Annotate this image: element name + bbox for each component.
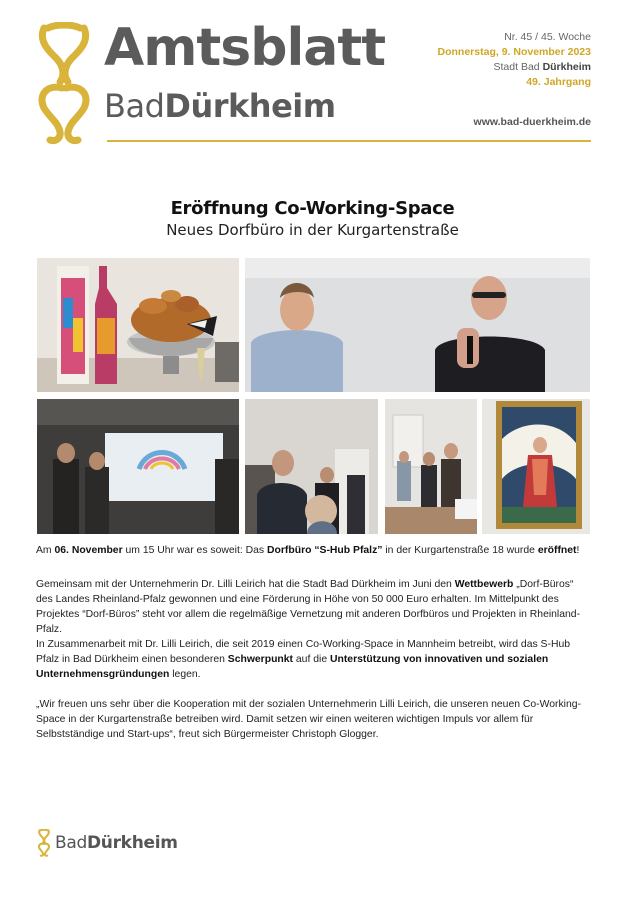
photo-speakers — [245, 258, 590, 392]
masthead-city-light: Bad — [104, 87, 165, 125]
p3-text-e: legen. — [169, 669, 201, 680]
p2-text-c: „Dorf-Büros“ des Landes Rheinland-Pfalz gewonnen und eine Förderung in Höhe von 50 000 Euro erhalten. Im Mittelpunkt des Projektes “Dorf-Büros” steht vor allem die regelmäßige Vernetzung mit anderen Dorfbüros und Projekten in Rheinland-Pfalz. — [36, 579, 581, 635]
paragraph-competition — [36, 577, 592, 637]
article-subheadline: Neues Dorfbüro in der Kurgartenstraße — [166, 221, 459, 239]
p2-text-a: Gemeinsam mit der Unternehmerin Dr. Lilli Leirich hat die Stadt Bad Dürkheim im Juni den — [36, 579, 455, 590]
paragraph-collaboration — [36, 637, 592, 682]
city-logo-icon — [36, 22, 92, 146]
p1-text-e: in der Kurgartenstraße 18 wurde — [382, 545, 538, 556]
p3-text-a: In Zusammenarbeit mit Dr. Lilli Leirich, die seit 2019 einen Co-Working-Space in Mannheim betreibt, wird das S-Hub Pfalz in Bad Dürkheim einen besonderen — [36, 639, 571, 665]
footer-city-name — [55, 833, 178, 853]
photo-painting — [482, 399, 590, 534]
paragraph-quote: „Wir freuen uns sehr über die Kooperation mit der sozialen Unternehmerin Lilli Leirich, die unseren neuen Co-Working-Space in der Kurgartenstraße betreiben wird. Damit setzen wir einen weiteren wichtigen Impuls vor allem für Selbstständige und Start-ups“, freut sich Bürgermeister Christoph Glogger. — [36, 699, 582, 740]
p3-focus: Schwerpunkt — [227, 654, 294, 665]
p1-opened: eröffnet — [537, 545, 577, 556]
photo-crowd-hallway — [245, 399, 378, 534]
p2-competition: Wettbewerb — [454, 579, 514, 590]
article-headline: Eröffnung Co-Working-Space — [170, 198, 455, 219]
p1-date: 06. November — [54, 545, 123, 556]
issue-date: Donnerstag, 9. November 2023 — [437, 46, 591, 58]
p1-text-a: Am — [36, 545, 55, 556]
issue-info — [438, 30, 591, 90]
p3-support: Unterstützung von innovativen und sozialen Unternehmensgründungen — [36, 654, 549, 680]
masthead-city-bold: Dürkheim — [164, 87, 336, 125]
issue-year: 49. Jahrgang — [526, 76, 591, 88]
photo-presentation — [37, 399, 239, 534]
footer-city-light: Bad — [55, 833, 87, 853]
issue-city-light: Stadt Bad — [493, 61, 543, 73]
footer-city-bold: Dürkheim — [86, 833, 178, 853]
p3-text-c: auf die — [293, 654, 330, 665]
masthead-title: Amtsblatt — [104, 18, 386, 78]
paragraph-opening — [36, 543, 592, 558]
issue-city — [438, 60, 591, 75]
p1-office-name: Dorfbüro “S-Hub Pfalz” — [267, 545, 383, 556]
masthead-divider — [107, 140, 591, 142]
p1-text-g: ! — [576, 545, 580, 556]
photo-group-talking — [385, 399, 477, 534]
footer-logo-icon — [36, 829, 52, 857]
photo-pretzels-and-wine — [37, 258, 239, 392]
issue-number: Nr. 45 / 45. Woche — [504, 31, 591, 43]
issue-city-bold: Dürkheim — [542, 61, 591, 73]
website-link[interactable]: www.bad-duerkheim.de — [473, 116, 591, 128]
masthead-city-name — [104, 87, 336, 125]
p1-text-c: um 15 Uhr war es soweit: Das — [122, 545, 268, 556]
